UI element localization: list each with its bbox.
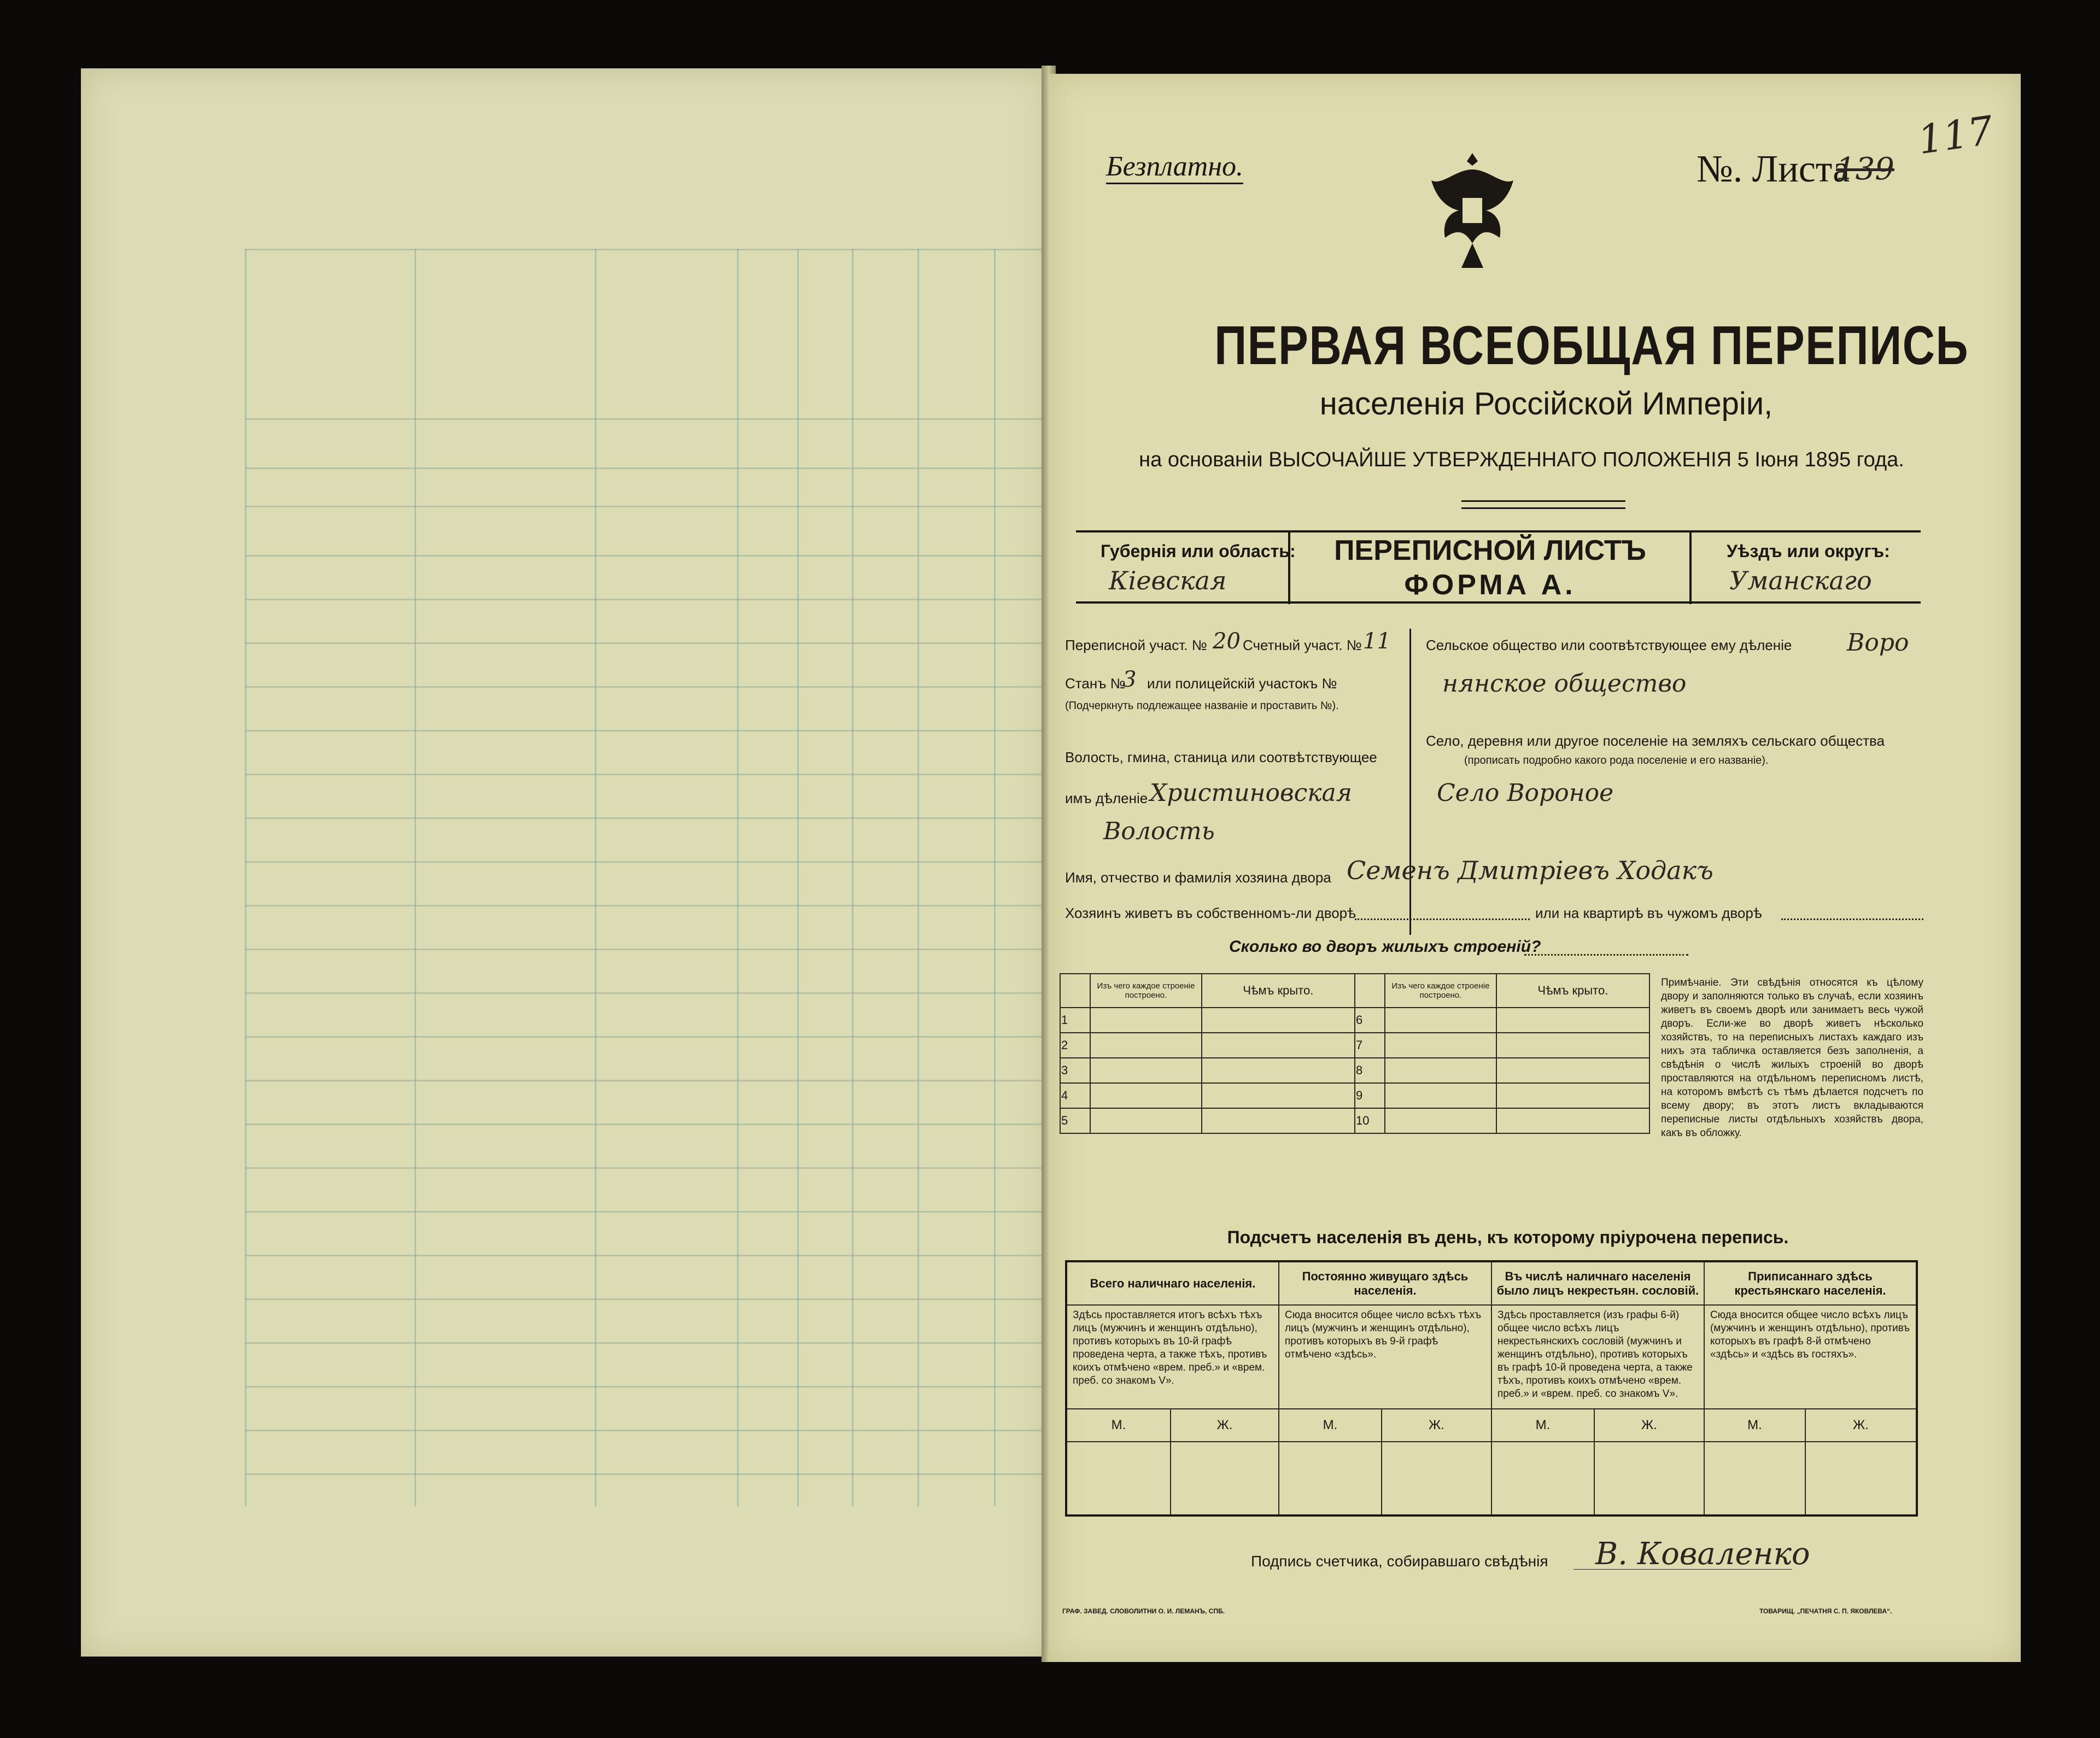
uezd-label: Уѣздъ или округъ: (1727, 541, 1890, 561)
sheet-number-label: №. Листа (1697, 148, 1850, 190)
village-note: (прописать подробно какого рода поселеніе и его названіе). (1464, 754, 1769, 766)
header-registered: Приписаннаго здѣсь крестьянскаго населенія. (1704, 1261, 1917, 1305)
left-page (81, 68, 1049, 1657)
stan-value: 3 (1122, 667, 1137, 692)
desc-registered: Сюда вносится общее число всѣхъ лицъ (мужчинъ и женщинъ отдѣльно), противъ которыхъ въ графѣ 8-й отмѣчено «здѣсь» и «здѣсь въ гостяхъ». (1704, 1305, 1917, 1409)
col-roof-left: Чѣмъ крыто. (1202, 974, 1355, 1008)
owner-lives-label: Хозяинъ живетъ въ собственномъ-ли дворѣ (1065, 905, 1356, 921)
desc-total: Здѣсь проставляется итогъ всѣхъ тѣхъ лицъ (мужчинъ и женщинъ отдѣльно), противъ которыхъ въ 10-й графѣ проведена черта, а также тѣхъ, противъ коихъ отмѣчено «врем. преб.» и «врем. преб. со знакомъ V». (1066, 1305, 1279, 1409)
volost-value: Христиновская (1150, 779, 1352, 807)
right-page (1049, 74, 2021, 1662)
rent-label: или на квартирѣ въ чужомъ дворѣ (1535, 905, 1762, 921)
schetny-value: 11 (1363, 629, 1391, 654)
form-title: ФОРМА А. (1404, 569, 1576, 601)
society-value-2: нянское общество (1442, 670, 1687, 698)
desc-noncrestian: Здѣсь проставляется (изъ графы 6-й) общее число всѣхъ лицъ некрестьянскихъ сословій (мужчинъ и женщинъ отдѣльно), противъ которыхъ въ графѣ 10-й проведена черта, а также тѣхъ, противъ коихъ отмѣчено «врем. преб.» и «врем. преб. со знакомъ V». (1491, 1305, 1704, 1409)
title-basis: на основаніи ВЫСОЧАЙШЕ УТВЕРЖДЕННАГО ПОЛОЖЕНІЯ 5 Іюня 1895 года. (1139, 448, 1904, 471)
bleed-through-grid (245, 249, 1117, 1506)
col-material-right: Изъ чего каждое строеніе построено. (1385, 974, 1496, 1008)
rent-line (1781, 918, 1923, 920)
village-label: Село, деревня или другое поселеніе на земляхъ сельскаго общества (1426, 733, 1885, 749)
header-total: Всего наличнаго населенія. (1066, 1261, 1279, 1305)
sheet-title: ПЕРЕПИСНОЙ ЛИСТЪ (1334, 535, 1646, 566)
ornament-divider (1461, 500, 1625, 509)
page-number: 117 (1915, 107, 1996, 163)
table-row: 4 9 (1060, 1083, 1649, 1108)
table-row: 2 7 (1060, 1033, 1649, 1058)
table-row: 1 6 (1060, 1008, 1649, 1033)
uchastok-label: Переписной участ. № (1065, 637, 1207, 653)
form-header-bottom-rule (1076, 601, 1921, 604)
note-text: Примѣчаніе. Эти свѣдѣнія относятся къ цѣлому двору и заполняются только въ случаѣ, если хозяинъ живетъ въ своемъ дворѣ или занимаетъ весь чужой дворъ. Если-же во дворѣ живетъ нѣсколько хозяйствъ, то на переписныхъ листахъ каждаго изъ нихъ эта табличка оставляется безъ заполненія, а свѣдѣнія о числѣ жилыхъ строеній во дворѣ проставляются на отдѣльномъ переписномъ листѣ, на которомъ вмѣстѣ съ тѣмъ дѣлается подсчетъ по всему двору; въ этотъ листъ вкладываются переписные листы отдѣльныхъ хозяйствъ двора, какъ въ обложку. (1661, 977, 1923, 1139)
uezd-value: Уманскаго (1729, 566, 1872, 595)
table-row: 3 8 (1060, 1058, 1649, 1083)
signature-line (1573, 1569, 1792, 1570)
form-header-top-rule (1076, 530, 1921, 532)
gubernia-value: Кіевская (1109, 566, 1227, 595)
police-label: или полицейскій участокъ № (1147, 675, 1337, 692)
volost-label: Волость, гмина, станица или соотвѣтствующее (1065, 749, 1377, 765)
free-label: Безплатно. (1106, 150, 1243, 184)
table-row: 5 10 (1060, 1108, 1649, 1133)
header-noncrestian: Въ числѣ наличнаго населенія было лицъ некрестьян. сословій. (1491, 1261, 1704, 1305)
buildings-line (1524, 954, 1688, 956)
col-material-left: Изъ чего каждое строеніе построено. (1090, 974, 1202, 1008)
col-roof-right: Чѣмъ крыто. (1496, 974, 1649, 1008)
printer-right: ТОВАРИЩ. „ПЕЧАТНЯ С. П. ЯКОВЛЕВА“. (1759, 1607, 1892, 1615)
count-title: Подсчетъ населенія въ день, къ которому пріурочена перепись. (1227, 1227, 1789, 1247)
header-permanent: Постоянно живущаго здѣсь населенія. (1279, 1261, 1491, 1305)
society-value: Воро (1847, 629, 1909, 657)
volost-label-2: имъ дѣленіе (1065, 790, 1148, 806)
buildings-label: Сколько во дворъ жилыхъ строеній? (1229, 938, 1541, 956)
schetny-label: Счетный участ. № (1243, 637, 1362, 653)
title-main: ПЕРВАЯ ВСЕОБЩАЯ ПЕРЕПИСЬ (1214, 315, 1969, 376)
owner-value: Семенъ Дмитріевъ Ходакъ (1347, 856, 1713, 885)
owner-lives-line (1355, 918, 1530, 920)
printer-left: ГРАФ. ЗАВЕД. СЛОВОЛИТНИ О. И. ЛЕМАНЪ, СПБ. (1062, 1607, 1225, 1615)
sheet-number-value: 139 (1836, 151, 1894, 187)
signature-label: Подпись счетчика, собиравшаго свѣдѣнія (1251, 1553, 1548, 1570)
society-label: Сельское общество или соотвѣтствующее ему дѣленіе (1426, 637, 1792, 653)
buildings-table (1060, 973, 1650, 1134)
fields-column-divider (1409, 629, 1411, 935)
village-value: Село Вороное (1437, 779, 1614, 807)
desc-permanent: Сюда вносится общее число всѣхъ тѣхъ лицъ (мужчинъ и женщинъ отдѣльно), противъ которыхъ въ 9-й графѣ отмѣчено «здѣсь». (1279, 1305, 1491, 1409)
double-headed-eagle-emblem (1426, 148, 1519, 273)
title-sub: населенія Россійской Имперіи, (1319, 386, 1773, 422)
owner-label: Имя, отчество и фамилія хозяина двора (1065, 869, 1331, 886)
stan-label: Станъ № (1065, 675, 1126, 692)
gubernia-label: Губернія или область: (1101, 541, 1296, 561)
signature-value: В. Коваленко (1595, 1536, 1810, 1572)
form-header-divider-right (1689, 530, 1692, 604)
underline-note: (Подчеркнуть подлежащее названіе и проставить №). (1065, 700, 1339, 712)
uchastok-value: 20 (1213, 629, 1241, 654)
volost-value-2: Волость (1103, 817, 1215, 845)
population-count-table: Всего наличнаго населенія. Постоянно живущаго здѣсь населенія. Въ числѣ наличнаго населенія было лицъ некрестьян. сословій. Приписаннаго здѣсь крестьянскаго населенія. Здѣсь проставляется итогъ всѣхъ тѣхъ лицъ (мужчинъ и женщинъ отдѣльно), противъ которыхъ въ 10-й графѣ проведена черта, а также тѣхъ, противъ коихъ отмѣчено «врем. преб.» и «врем. преб. со знакомъ V». Сюда вносится общее число всѣхъ тѣхъ лицъ (мужчинъ и женщинъ отдѣльно), противъ которыхъ въ 9-й графѣ отмѣчено «здѣсь». Здѣсь проставляется (изъ графы 6-й) общее число всѣхъ лицъ некрестьянскихъ сословій (мужчинъ и женщинъ отдѣльно), противъ которыхъ въ графѣ 10-й проведена черта, а также тѣхъ, противъ коихъ отмѣчено «врем. преб.» и «врем. преб. со знакомъ V». Сюда вносится общее число всѣхъ лицъ (мужчинъ и женщинъ отдѣльно), противъ которыхъ въ графѣ 8-й отмѣчено «здѣсь» и «здѣсь въ гостяхъ». М. Ж. М. Ж. М. Ж. М. Ж. (1065, 1260, 1918, 1517)
